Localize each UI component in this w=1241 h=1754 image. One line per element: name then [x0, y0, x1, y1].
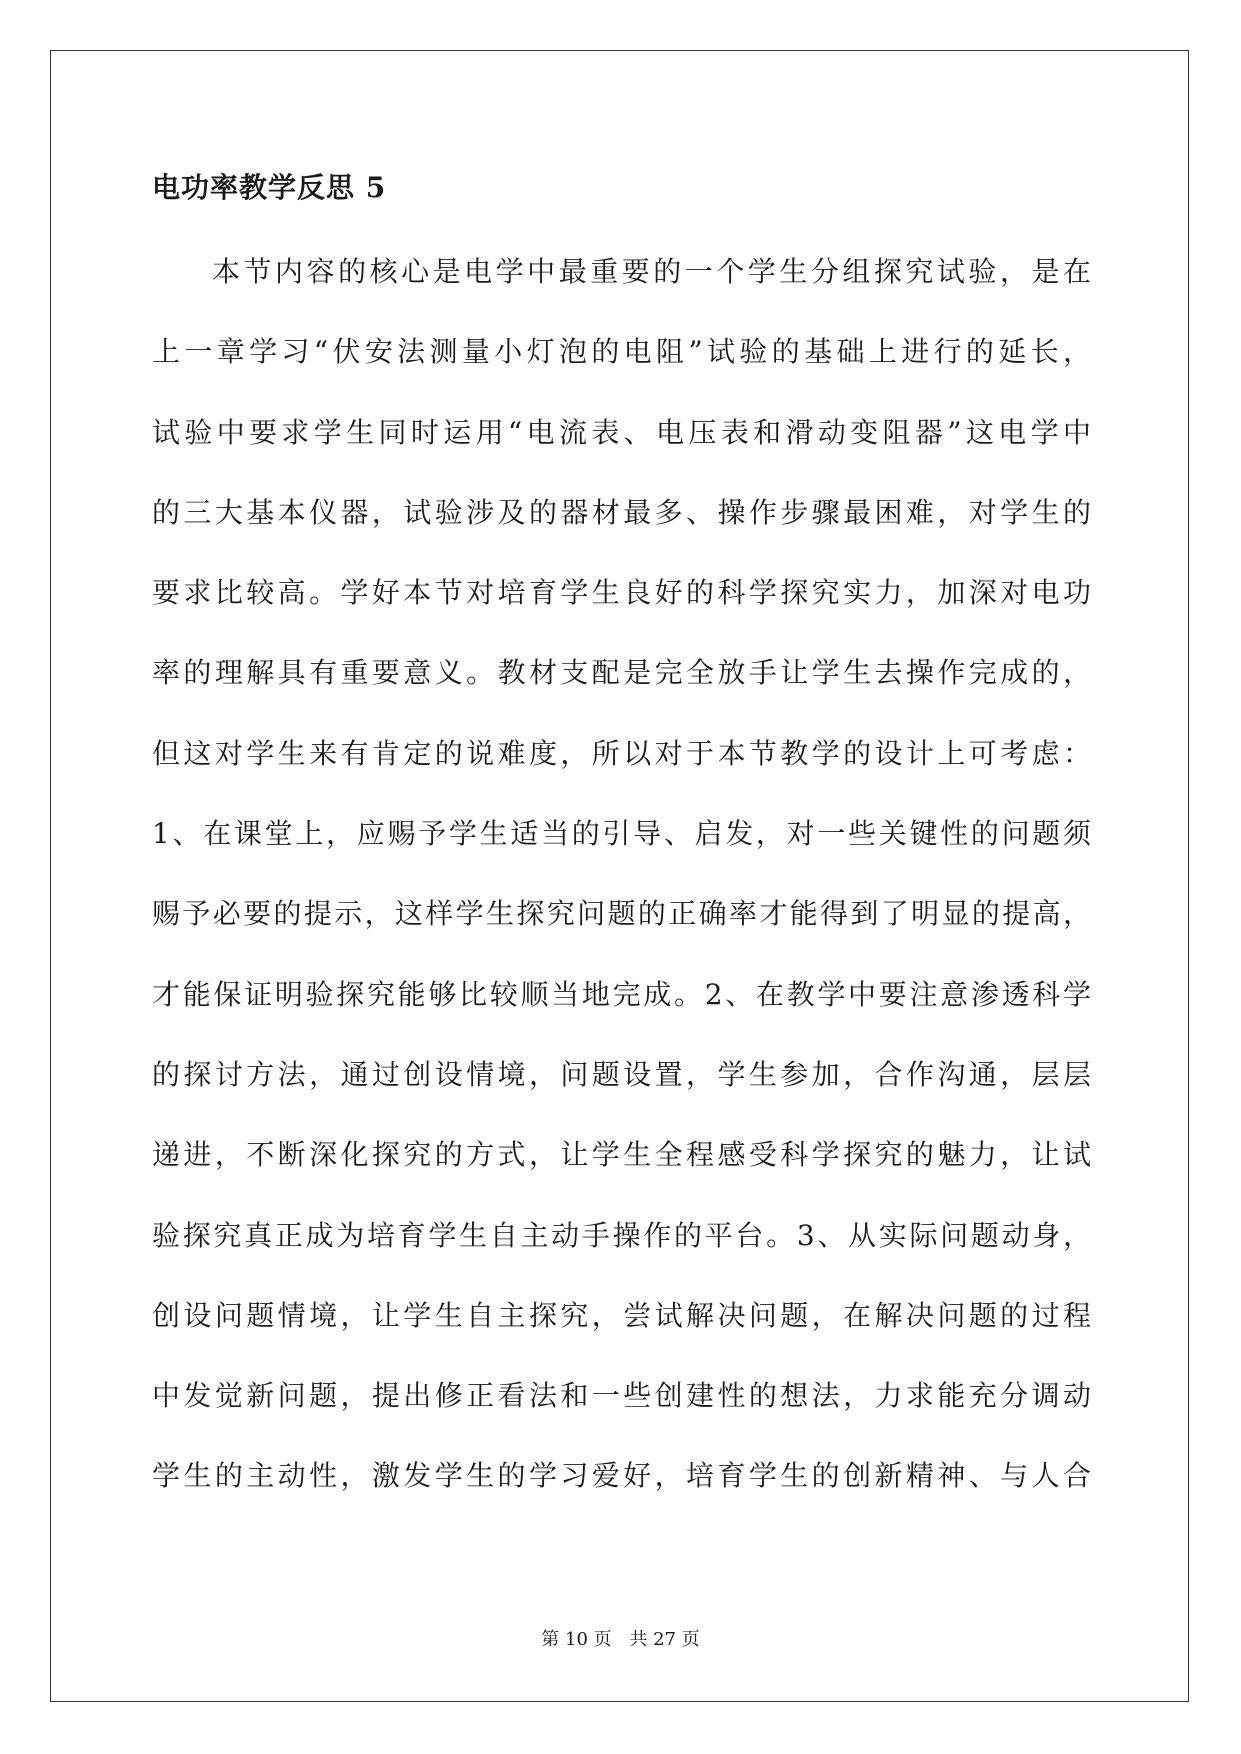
- text-line: 的三大基本仪器，试验涉及的器材最多、操作步骤最困难，对学生的: [152, 495, 1092, 529]
- document-body: [152, 168, 1092, 1537]
- text-line: 验探究真正成为培育学生自主动手操作的平台。3、从实际问题动身，: [152, 1218, 1092, 1252]
- text-line: 本节内容的核心是电学中最重要的一个学生分组探究试验，是在: [212, 255, 1092, 288]
- paragraph: [152, 252, 1092, 1496]
- text-line: 创设问题情境，让学生自主探究，尝试解决问题，在解决问题的过程: [152, 1298, 1092, 1332]
- page-total: 共 27 页: [629, 1629, 700, 1650]
- text-line: 学生的主动性，激发学生的学习爱好，培育学生的创新精神、与人合: [152, 1459, 1092, 1493]
- text-line: 1、在课堂上，应赐予学生适当的引导、启发，对一些关键性的问题须: [152, 817, 1092, 851]
- text-line: 的探讨方法，通过创设情境，问题设置，学生参加，合作沟通，层层: [152, 1057, 1092, 1091]
- text-line: 上一章学习“伏安法测量小灯泡的电阻”试验的基础上进行的延长，: [152, 335, 1092, 369]
- text-line: 中发觉新问题，提出修正看法和一些创建性的想法，力求能充分调动: [152, 1379, 1092, 1413]
- document-title: 电功率教学反思 5: [152, 171, 387, 204]
- text-line: 赐予必要的提示，这样学生探究问题的正确率才能得到了明显的提高，: [152, 897, 1092, 931]
- text-line: 递进，不断深化探究的方式，让学生全程感受科学探究的魅力，让试: [152, 1138, 1092, 1172]
- text-line: 试验中要求学生同时运用“电流表、电压表和滑动变阻器”这电学中: [152, 415, 1092, 449]
- text-line: 才能保证明验探究能够比较顺当地完成。2、在教学中要注意渗透科学: [152, 977, 1092, 1011]
- text-line: 率的理解具有重要意义。教材支配是完全放手让学生去操作完成的，: [152, 656, 1092, 690]
- page-number: 第 10 页: [541, 1629, 612, 1650]
- text-line: 但这对学生来有肯定的说难度，所以对于本节教学的设计上可考虑：: [152, 736, 1092, 770]
- text-line: 要求比较高。学好本节对培育学生良好的科学探究实力，加深对电功: [152, 576, 1092, 610]
- page-footer: [0, 1628, 1241, 1652]
